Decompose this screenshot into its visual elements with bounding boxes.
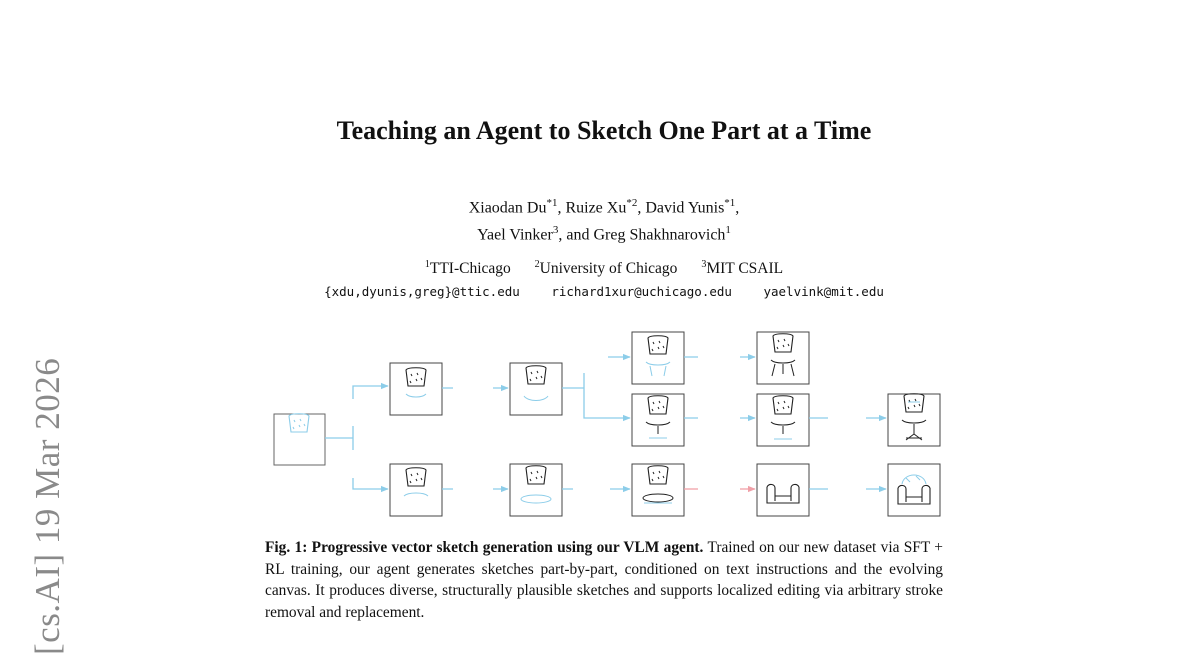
author-affil-sup: 3 xyxy=(552,224,559,237)
author-name: David Yunis xyxy=(645,199,725,217)
author-affil-sup: *2 xyxy=(626,197,638,209)
author-line-2: Yael Vinker$^3$, and Greg Shakhnarovich$^1$ xyxy=(477,224,731,244)
author-name: Xiaodan Du xyxy=(468,199,547,217)
affiliation xyxy=(701,260,783,277)
email-list xyxy=(0,284,1200,299)
email-link[interactable]: {xdu,dyunis,greg}@ttic.edu xyxy=(324,284,520,299)
author-name: Ruize Xu xyxy=(565,199,627,217)
figure-caption xyxy=(265,537,943,623)
sketch-node-top-1 xyxy=(390,363,442,415)
sketch-node-bottom-1 xyxy=(390,464,442,516)
author-name: Greg Shakhnarovich xyxy=(593,226,726,244)
sketch-node-middle-1 xyxy=(632,394,684,446)
sketch-node-root xyxy=(274,414,325,465)
author-name: Yael Vinker xyxy=(477,226,553,244)
paper-title: Teaching an Agent to Sketch One Part at a Time xyxy=(336,116,872,145)
affil-name: University of Chicago xyxy=(539,260,678,278)
sketch-node-final-armchair xyxy=(888,464,940,516)
connector-arrow xyxy=(584,405,630,418)
connector-arrow xyxy=(562,373,584,405)
connector-arrow xyxy=(353,478,388,489)
affiliation xyxy=(425,260,511,277)
sketch-node-bottom-4 xyxy=(757,464,809,516)
email-link[interactable]: richard1xur@uchicago.edu xyxy=(551,284,732,299)
author-affil-sup: 1 xyxy=(725,224,731,237)
sketch-node-middle-2 xyxy=(757,394,809,446)
caption-label: Fig. 1: Progressive vector sketch generation using our VLM agent. xyxy=(265,539,704,556)
arxiv-stamp: [cs.AI] 19 Mar 2026 xyxy=(28,357,67,655)
affil-name: MIT CSAIL xyxy=(706,260,784,278)
connector-arrow xyxy=(325,426,353,450)
sketch-node-upper-2 xyxy=(757,332,809,384)
affil-sup: 3 xyxy=(701,259,707,270)
affil-name: TTI-Chicago xyxy=(429,260,511,278)
affil-sup: 1 xyxy=(424,259,430,270)
sketch-node-bottom-2 xyxy=(510,464,562,516)
email-link[interactable]: yaelvink@mit.edu xyxy=(763,284,884,299)
author-list xyxy=(0,192,1200,247)
figure-sketch-progression xyxy=(268,326,944,522)
sketch-node-upper-1 xyxy=(632,332,684,384)
sketch-node-final-chair xyxy=(888,394,940,446)
author-affil-sup: *1 xyxy=(724,197,736,209)
affiliations xyxy=(0,259,1200,278)
caption-text: Trained on our new dataset via SFT + RL training, our agent generates sketches part-by-part, conditioned on text instructions and the evolving canvas. It produces diverse, structurally plausible sketches and supports localized editing via arbitrary stroke removal and replacement. xyxy=(265,539,943,621)
connector-arrow xyxy=(353,386,388,399)
affiliation xyxy=(535,260,678,277)
author-affil-sup: *1 xyxy=(546,197,558,209)
affil-sup: 2 xyxy=(534,259,540,270)
and-word: and xyxy=(566,226,590,244)
author-line-1: Xiaodan Du$^{*1}$, Ruize Xu$^{*2}$, David Yunis$^{*1}$, xyxy=(468,197,740,217)
sketch-node-top-2 xyxy=(510,363,562,415)
sketch-node-bottom-3 xyxy=(632,464,684,516)
